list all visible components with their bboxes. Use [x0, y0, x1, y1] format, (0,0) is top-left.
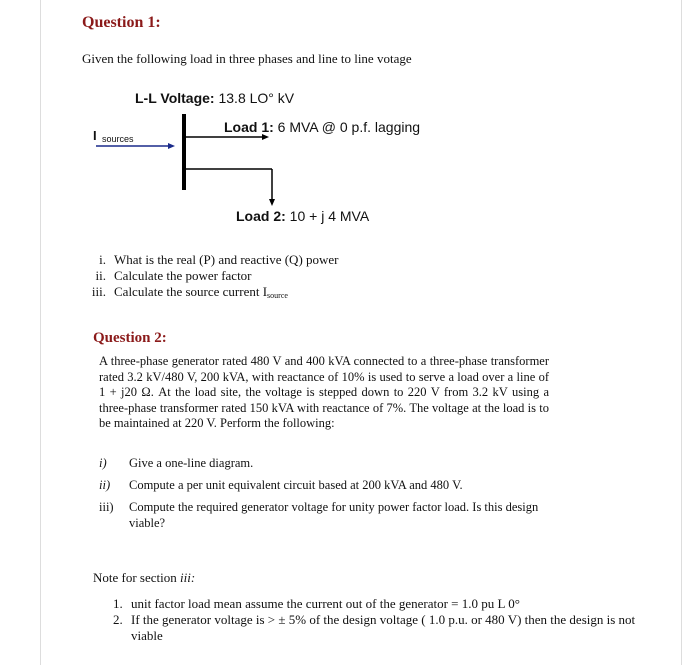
q2-item-3-number: iii): [99, 500, 114, 514]
question-1-title: Question 1:: [82, 14, 161, 31]
question-1-intro: Given the following load in three phases and line to line votage: [82, 51, 412, 66]
q1-item-text: What is the real (P) and reactive (Q) power: [114, 252, 339, 267]
load-2-arrow: [269, 199, 275, 206]
note-title-section: iii:: [180, 570, 196, 585]
load-1-arrow: [262, 134, 269, 140]
q1-item-text: Calculate the power factor: [114, 268, 252, 283]
load-2-value: 10 + j 4 MVA: [289, 208, 370, 224]
q1-item-1: [80, 252, 339, 268]
question-2-paragraph: A three-phase generator rated 480 V and 400 kVA connected to a three-phase transformer rated 3.2 kV/480 V, 200 kVA, with reactance of 10% is used to serve a load over a line of 1 + j20 Ω. At the load site, the voltage is stepped down to 220 V from 3.2 kV using a three-phase transformer rated 150 kVA with reactance of 7%. The voltage at the load is to be maintained at 220 V. Perform the following:: [99, 354, 549, 430]
q1-item-2: [80, 268, 252, 284]
ll-voltage-key: L-L Voltage:: [135, 90, 215, 106]
q2-item-text: Compute a per unit equivalent circuit based at 200 kVA and 480 V.: [129, 478, 463, 492]
note-item-2-text: If the generator voltage is > ± 5% of the design voltage ( 1.0 p.u. or 480 V) then the design is not viable: [131, 612, 636, 643]
note-item-number: 1.: [113, 596, 123, 611]
source-current-symbol: I: [93, 128, 97, 143]
ll-voltage-value: 13.8 LO° kV: [218, 90, 295, 106]
note-title-text: Note for section: [93, 570, 181, 585]
q1-item-number: iii.: [91, 284, 106, 299]
source-current-subscript: sources: [102, 134, 134, 144]
q2-item-1: [99, 456, 253, 472]
q1-item-subscript: source: [267, 291, 288, 300]
q2-item-2: [99, 478, 463, 494]
q2-item-text: Give a one-line diagram.: [129, 456, 254, 470]
load-2-key: Load 2:: [236, 208, 286, 224]
q2-item-number: i): [99, 456, 107, 470]
q1-item-number: i.: [99, 252, 106, 267]
note-item-2-number: 2.: [113, 612, 123, 627]
source-arrow: [168, 143, 175, 149]
one-line-diagram: [0, 0, 700, 240]
note-title: [93, 570, 195, 586]
load-1-key: Load 1:: [224, 119, 274, 135]
load-2-label: [236, 208, 369, 224]
q1-item-3: [80, 284, 288, 300]
q1-item-number: ii.: [95, 268, 106, 283]
q2-item-number: ii): [99, 478, 111, 492]
note-item-1: [113, 596, 520, 612]
q2-item-3-text: Compute the required generator voltage for unity power factor load. Is this design viable?: [129, 500, 539, 530]
note-item-text: unit factor load mean assume the current out of the generator = 1.0 pu L 0°: [131, 596, 520, 611]
q1-item-text: Calculate the source current I: [114, 284, 268, 299]
load-1-value: 6 MVA @ 0 p.f. lagging: [277, 119, 421, 135]
question-2-title: Question 2:: [93, 330, 167, 346]
